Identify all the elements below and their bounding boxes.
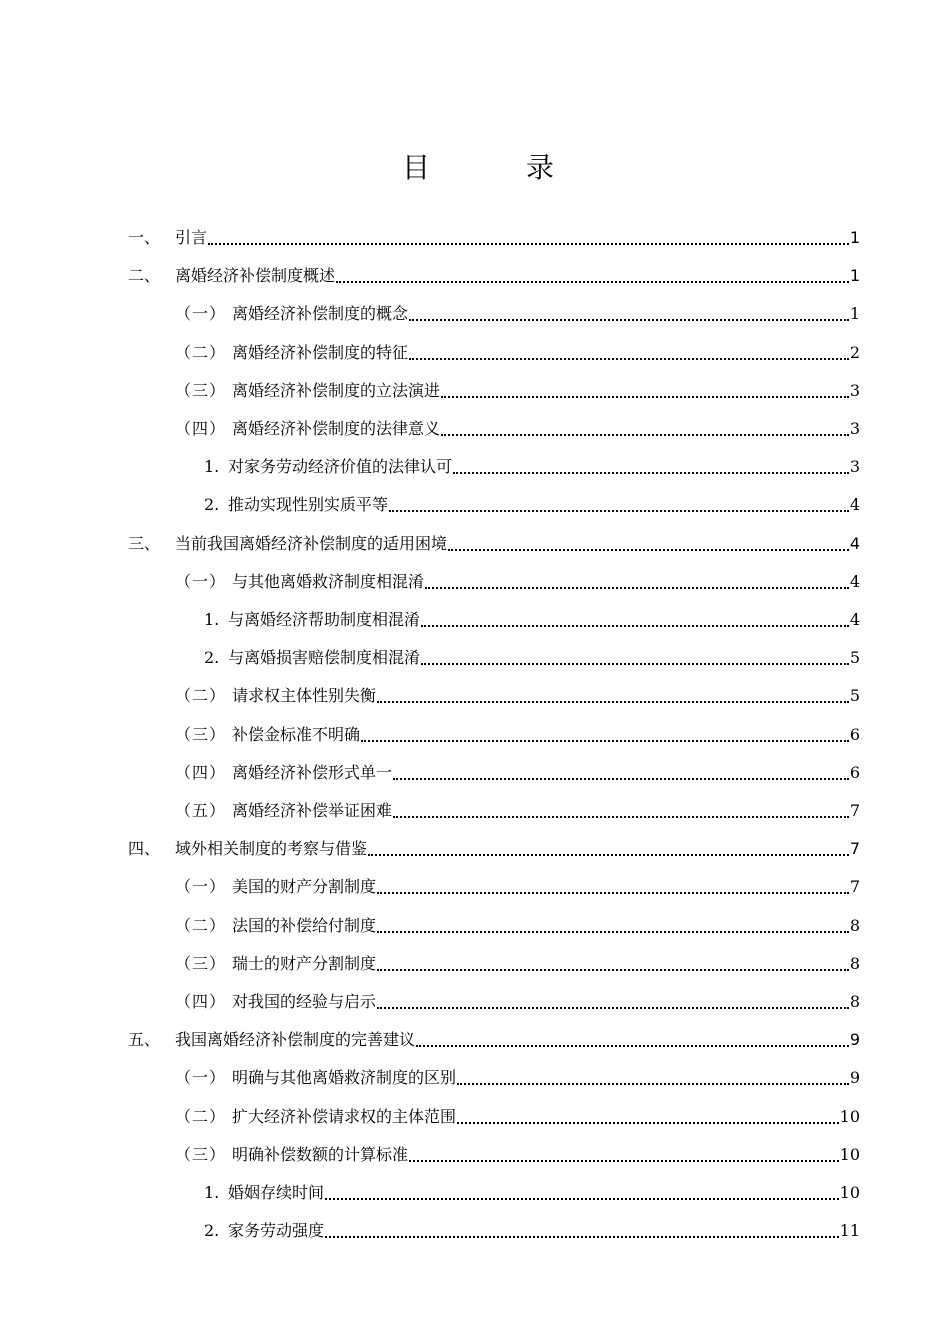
toc-dot-leader [448, 549, 849, 551]
toc-entry-page-number: 4 [849, 495, 860, 515]
toc-entry-page-number: 5 [849, 686, 860, 706]
toc-entry-title: 明确与其他离婚救济制度的区别 [232, 1068, 457, 1088]
toc-entry-number: 2. [204, 1221, 220, 1241]
toc-entry-page-number: 5 [849, 648, 860, 668]
toc-dot-leader [336, 281, 849, 283]
toc-entry-number: （一） [175, 304, 227, 324]
toc-dot-leader [325, 1198, 839, 1200]
toc-dot-leader [416, 1045, 849, 1047]
toc-dot-leader [409, 1160, 839, 1162]
toc-entry-page-number: 4 [849, 571, 860, 591]
toc-dot-leader [377, 969, 849, 971]
toc-entry-title: 离婚经济补偿制度概述 [175, 266, 336, 286]
toc-entry-number: （二） [175, 686, 227, 706]
toc-entry[interactable] [204, 1174, 860, 1212]
toc-entry-title: 离婚经济补偿制度的概念 [232, 304, 409, 324]
toc-entry-number: （三） [175, 724, 227, 744]
toc-entry[interactable] [175, 372, 860, 410]
toc-entry-title: 扩大经济补偿请求权的主体范围 [232, 1106, 457, 1126]
toc-entry-page-number: 10 [839, 1183, 860, 1202]
toc-entry-number: （一） [175, 877, 227, 897]
toc-dot-leader [441, 396, 849, 398]
toc-dot-leader [441, 434, 849, 436]
toc-entry[interactable] [175, 868, 860, 906]
toc-dot-leader [457, 1083, 849, 1085]
toc-entry-title: 请求权主体性别失衡 [232, 686, 377, 706]
toc-entry-page-number: 7 [849, 801, 860, 820]
toc-entry[interactable] [175, 1059, 860, 1097]
toc-entry[interactable] [204, 1212, 860, 1250]
toc-entry-page-number: 8 [849, 992, 860, 1011]
toc-entry[interactable] [175, 1098, 860, 1136]
toc-dot-leader [393, 778, 849, 780]
toc-entry-title: 法国的补偿给付制度 [232, 915, 377, 935]
toc-entry[interactable] [175, 792, 860, 830]
toc-entry-title: 补偿金标准不明确 [232, 724, 361, 744]
toc-entry-title: 瑞士的财产分割制度 [232, 953, 377, 973]
toc-dot-leader [393, 816, 849, 818]
toc-entry[interactable] [204, 486, 860, 524]
toc-dot-leader [368, 854, 849, 856]
toc-entry-title: 与离婚经济帮助制度相混淆 [228, 610, 421, 629]
toc-entry[interactable] [204, 601, 860, 639]
toc-dot-leader [377, 892, 849, 894]
toc-entry-number: 1. [204, 610, 220, 629]
toc-entry-page-number: 7 [849, 877, 860, 897]
toc-dot-leader [457, 1122, 839, 1124]
toc-entry-title: 推动实现性别实质平等 [228, 495, 389, 515]
toc-entry[interactable] [175, 907, 860, 945]
toc-dot-leader [361, 740, 849, 742]
toc-entry-number: （二） [175, 915, 227, 935]
toc-entry-title: 离婚经济补偿举证困难 [232, 801, 393, 820]
toc-entry-page-number: 1 [849, 266, 860, 286]
toc-entry[interactable] [175, 1136, 860, 1174]
toc-entry-page-number: 10 [839, 1144, 860, 1164]
toc-entry[interactable] [128, 1021, 860, 1059]
toc-entry[interactable] [175, 983, 860, 1021]
toc-entry-number: 二、 [128, 266, 161, 286]
toc-entry-page-number: 7 [849, 839, 860, 859]
toc-entry-title: 明确补偿数额的计算标准 [232, 1144, 409, 1164]
toc-entry-page-number: 1 [849, 228, 860, 247]
toc-entry[interactable] [175, 563, 860, 601]
toc-entry-number: 2. [204, 495, 220, 515]
toc-entry-number: （四） [175, 992, 227, 1011]
toc-entry-page-number: 3 [849, 380, 860, 400]
toc-entry-number: 三、 [128, 533, 161, 553]
toc-entry[interactable] [175, 334, 860, 372]
toc-entry-title: 离婚经济补偿形式单一 [232, 762, 393, 782]
toc-entry-title: 离婚经济补偿制度的特征 [232, 342, 409, 362]
toc-entry-title: 婚姻存续时间 [228, 1183, 325, 1202]
toc-entry-page-number: 6 [849, 762, 860, 782]
toc-entry[interactable] [175, 410, 860, 448]
toc-entry-title: 与其他离婚救济制度相混淆 [232, 571, 425, 591]
toc-dot-leader [421, 663, 849, 665]
toc-entry-page-number: 1 [849, 304, 860, 324]
toc-entry-page-number: 10 [839, 1106, 860, 1126]
toc-dot-leader [208, 243, 849, 245]
toc-entry-title: 家务劳动强度 [228, 1221, 325, 1241]
toc-entry-title: 离婚经济补偿制度的立法演进 [232, 380, 441, 400]
toc-entry-page-number: 9 [849, 1030, 860, 1050]
toc-dot-leader [425, 587, 849, 589]
toc-entry-page-number: 8 [849, 915, 860, 935]
toc-entry-title: 与离婚损害赔偿制度相混淆 [228, 648, 421, 668]
toc-entry-number: （一） [175, 1068, 227, 1088]
toc-entry-number: （三） [175, 380, 227, 400]
toc-entry[interactable] [204, 448, 860, 486]
toc-entry-page-number: 8 [849, 953, 860, 973]
toc-entry-number: 2. [204, 648, 220, 668]
toc-entry[interactable] [175, 677, 860, 715]
toc-dot-leader [325, 1236, 839, 1238]
toc-entry-number: （四） [175, 762, 227, 782]
toc-entry-number: （五） [175, 801, 227, 820]
toc-dot-leader [421, 625, 849, 627]
toc-dot-leader [409, 319, 849, 321]
toc-entry-title: 离婚经济补偿制度的法律意义 [232, 419, 441, 438]
toc-entry[interactable] [128, 257, 860, 295]
toc-dot-leader [377, 1007, 849, 1009]
toc-entry-number: （一） [175, 571, 227, 591]
toc-entry-page-number: 2 [849, 342, 860, 362]
toc-entry[interactable] [128, 830, 860, 868]
toc-entry-title: 当前我国离婚经济补偿制度的适用困境 [175, 533, 448, 553]
toc-dot-leader [409, 358, 849, 360]
toc-dot-leader [377, 701, 849, 703]
toc-entry[interactable] [175, 945, 860, 983]
toc-entry-number: （二） [175, 1106, 227, 1126]
toc-entry-number: （四） [175, 419, 227, 438]
toc-entry-title: 域外相关制度的考察与借鉴 [175, 839, 368, 859]
toc-entry-title: 对我国的经验与启示 [232, 992, 377, 1011]
toc-entry-page-number: 3 [849, 419, 860, 438]
toc-entry-title: 美国的财产分割制度 [232, 877, 377, 897]
toc-entry-number: 1. [204, 1183, 220, 1202]
toc-entry[interactable] [175, 716, 860, 754]
toc-entry-page-number: 6 [849, 724, 860, 744]
toc-title: 目 录 [401, 151, 588, 184]
toc-entry[interactable] [128, 219, 860, 257]
toc-entry-title: 引言 [175, 228, 208, 247]
toc-dot-leader [377, 931, 849, 933]
toc-dot-leader [389, 510, 849, 512]
toc-entry[interactable] [175, 754, 860, 792]
toc-entry-page-number: 3 [849, 457, 860, 477]
toc-entry[interactable] [204, 639, 860, 677]
toc-entry-number: 1. [204, 457, 220, 477]
toc-entry-number: （二） [175, 342, 227, 362]
toc-dot-leader [453, 472, 849, 474]
toc-entry-page-number: 4 [849, 610, 860, 629]
toc-entry[interactable] [128, 525, 860, 563]
toc-entry-number: 四、 [128, 839, 161, 859]
toc-entry-page-number: 4 [849, 533, 860, 553]
toc-entry-number: 一、 [128, 228, 161, 247]
toc-entry-number: 五、 [128, 1030, 161, 1050]
toc-entry-page-number: 11 [839, 1221, 860, 1241]
toc-entry-title: 我国离婚经济补偿制度的完善建议 [175, 1030, 416, 1050]
toc-entry-number: （三） [175, 1144, 227, 1164]
toc-entry[interactable] [175, 295, 860, 333]
toc-entry-page-number: 9 [849, 1068, 860, 1088]
toc-entry-number: （三） [175, 953, 227, 973]
toc-entry-title: 对家务劳动经济价值的法律认可 [228, 457, 453, 477]
